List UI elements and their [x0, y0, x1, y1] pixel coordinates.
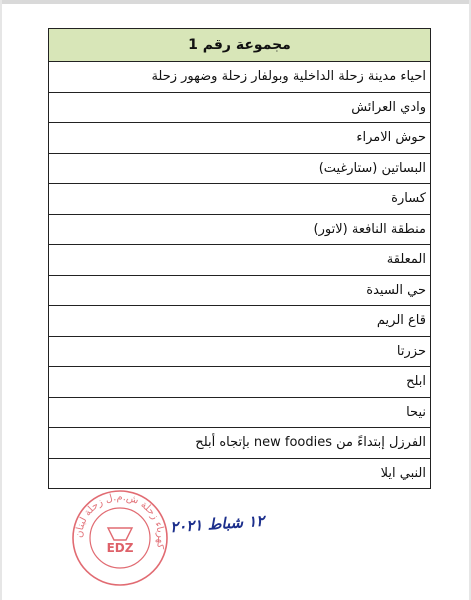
- stamp-ring-text: كهرباء زحلة ش.م.ل زحلة لبنان: [73, 491, 167, 550]
- table-row: [49, 428, 431, 459]
- table-cell: الفرزل إبتداءً من new foodies بإتجاه أبلح: [49, 428, 431, 459]
- table-row: [49, 214, 431, 245]
- table-cell: حزرتا: [49, 336, 431, 367]
- table-row: [49, 245, 431, 276]
- table-header: مجموعة رقم 1: [49, 29, 431, 62]
- table-cell: ابلح: [49, 367, 431, 398]
- table-cell: النبي ايلا: [49, 458, 431, 489]
- stamp-logo-text: EDZ: [106, 541, 134, 555]
- table-row: [49, 123, 431, 154]
- table-row: [49, 62, 431, 93]
- group-table: [48, 28, 431, 489]
- table-row: [49, 336, 431, 367]
- table-row: [49, 275, 431, 306]
- table-cell: قاع الريم: [49, 306, 431, 337]
- table-row: [49, 367, 431, 398]
- table-row: [49, 92, 431, 123]
- company-stamp: [70, 488, 170, 588]
- table-cell: وادي العرائش: [49, 92, 431, 123]
- handwritten-date: ١٢ شباط ٢٠٢١: [169, 511, 265, 537]
- table-cell: منطقة النافعة (لاتور): [49, 214, 431, 245]
- table-row: [49, 153, 431, 184]
- table-cell: المعلقة: [49, 245, 431, 276]
- table-cell: نيحا: [49, 397, 431, 428]
- table-cell: كسارة: [49, 184, 431, 215]
- table-row: [49, 458, 431, 489]
- scan-edge-left: [0, 0, 2, 600]
- table-cell: حوش الامراء: [49, 123, 431, 154]
- table-cell: احياء مدينة زحلة الداخلية وبولفار زحلة وضهور زحلة: [49, 62, 431, 93]
- stamp-logo-icon: [108, 528, 132, 540]
- scan-edge-top: [0, 0, 471, 4]
- table-row: [49, 184, 431, 215]
- table-header-row: [49, 29, 431, 62]
- table-row: [49, 306, 431, 337]
- table-row: [49, 397, 431, 428]
- table-cell: البساتين (ستارغيت): [49, 153, 431, 184]
- table-cell: حي السيدة: [49, 275, 431, 306]
